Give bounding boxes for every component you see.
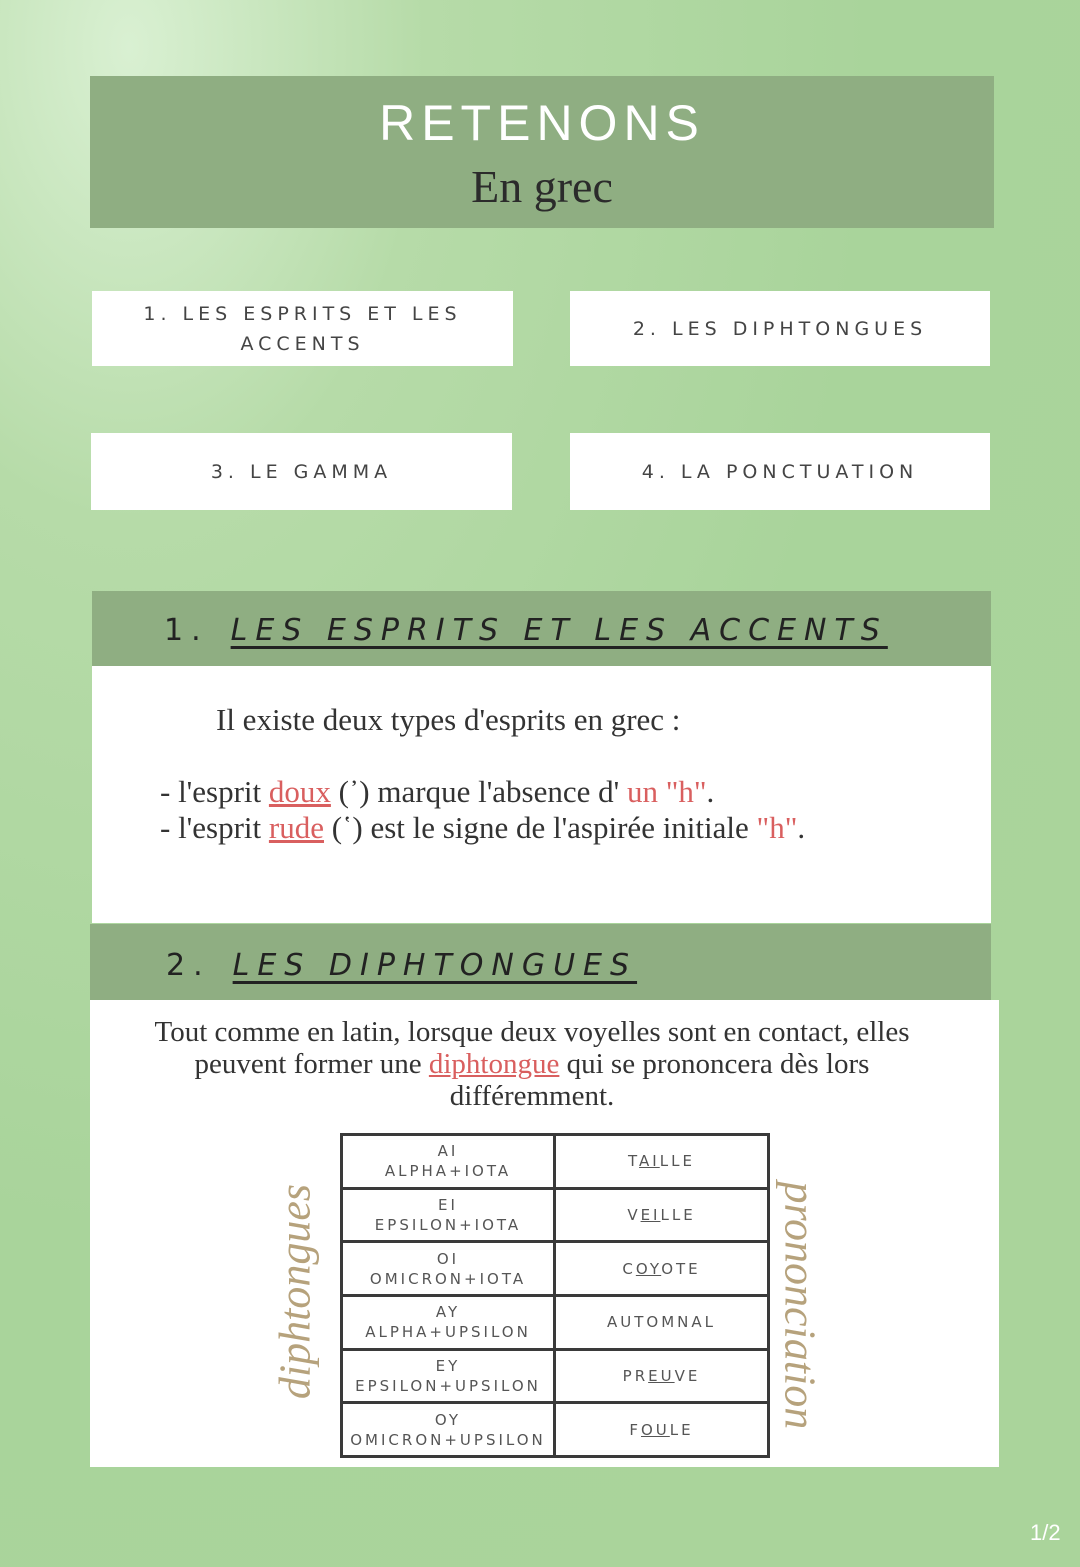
toc-item-4[interactable]: 4. LA PONCTUATION	[570, 433, 990, 510]
line2-sign: (῾) est le signe de l'aspirée initiale	[324, 810, 757, 845]
pron-pre: V	[627, 1205, 641, 1224]
diphtongue-letters: AY	[435, 1303, 461, 1322]
line1-red: un "h"	[626, 774, 707, 809]
diphtongue-cell	[342, 1188, 555, 1242]
pron-post: OTE	[661, 1259, 701, 1278]
pron-pre: C	[622, 1259, 636, 1278]
pron-pre: F	[629, 1420, 641, 1439]
line2-pre: - l'esprit	[160, 810, 269, 845]
pron-post: AUTOMNAL	[607, 1313, 716, 1332]
table-row	[342, 1135, 769, 1189]
pronunciation-cell	[555, 1188, 769, 1242]
pronunciation-cell	[555, 1349, 769, 1403]
pron-post: VE	[674, 1366, 701, 1385]
diphtongue-letters: AI	[437, 1142, 459, 1161]
page-title: RETENONS	[379, 95, 705, 151]
section1-panel	[92, 666, 991, 923]
section1-line1	[160, 774, 714, 810]
section1-number: 1.	[164, 613, 209, 648]
pronunciation-cell	[555, 1135, 769, 1189]
pronunciation-cell	[555, 1242, 769, 1296]
pronunciation-cell	[555, 1295, 769, 1349]
section2-text-pre: Tout comme en latin, lorsque deux voyelles sont en contact, elles peuvent former une	[154, 1016, 910, 1080]
table-row	[342, 1188, 769, 1242]
line1-post: .	[706, 774, 715, 809]
diphtongue-keyword: diphtongue	[428, 1048, 560, 1080]
section1-line2	[160, 810, 805, 846]
diphtongue-letters: OY	[434, 1410, 462, 1429]
section2-text	[152, 1016, 912, 1112]
pron-post: LLE	[660, 1205, 696, 1224]
section2-header	[90, 924, 991, 1000]
diphtongue-cell	[342, 1295, 555, 1349]
diphtongue-name: EPSILON+IOTA	[374, 1215, 522, 1234]
section1-title: LES ESPRITS ET LES ACCENTS	[230, 613, 888, 648]
pron-pre: PR	[622, 1366, 649, 1385]
diphtongue-cell	[342, 1349, 555, 1403]
diphtongue-name: OMICRON+UPSILON	[350, 1430, 546, 1449]
diphtongue-table	[340, 1133, 770, 1458]
pron-underlined: OU	[641, 1420, 670, 1439]
table-row	[342, 1403, 769, 1457]
pron-post: LE	[669, 1420, 694, 1439]
page-subtitle: En grec	[471, 161, 613, 212]
pron-underlined: EI	[640, 1205, 661, 1224]
pron-underlined: AI	[639, 1152, 660, 1171]
diphtongue-letters: EI	[438, 1195, 458, 1214]
table-row	[342, 1295, 769, 1349]
diphtongue-letters: EY	[435, 1356, 461, 1375]
toc-item-2[interactable]: 2. LES DIPHTONGUES	[570, 291, 990, 366]
line1-pre: - l'esprit	[160, 774, 269, 809]
toc-item-1[interactable]: 1. LES ESPRITS ET LES ACCENTS	[92, 291, 513, 366]
line2-red: "h"	[756, 810, 798, 845]
line2-keyword-rude: rude	[268, 810, 324, 845]
toc-item-3[interactable]: 3. LE GAMMA	[91, 433, 512, 510]
diphtongue-name: EPSILON+UPSILON	[355, 1376, 541, 1395]
section1-header	[92, 591, 991, 666]
prononciation-vertical-label: prononciation	[775, 1181, 825, 1430]
table-row	[342, 1242, 769, 1296]
section1-intro: Il existe deux types d'esprits en grec :	[216, 702, 681, 737]
diphtongue-cell	[342, 1242, 555, 1296]
pron-underlined: OY	[635, 1259, 662, 1278]
diphtongue-name: ALPHA+UPSILON	[365, 1323, 531, 1342]
pron-underlined: EU	[648, 1366, 675, 1385]
header-banner	[90, 76, 994, 228]
section2-number: 2.	[166, 948, 211, 983]
pron-pre: T	[628, 1152, 640, 1171]
line1-sign: (᾽) marque l'absence d'	[330, 774, 627, 809]
section2-title: LES DIPHTONGUES	[232, 948, 638, 983]
diphtongue-letters: OI	[436, 1249, 460, 1268]
page-number: 1/2	[1030, 1520, 1061, 1545]
pronunciation-cell	[555, 1403, 769, 1457]
line1-keyword-doux: doux	[268, 774, 331, 809]
diphtongue-name: ALPHA+IOTA	[384, 1162, 512, 1181]
diphtongue-cell	[342, 1135, 555, 1189]
pron-post: LLE	[659, 1152, 695, 1171]
table-row	[342, 1349, 769, 1403]
diphtongue-name: OMICRON+IOTA	[369, 1269, 527, 1288]
section2-text-post: qui se prononcera dès lors différemment.	[449, 1048, 870, 1112]
diphtongue-cell	[342, 1403, 555, 1457]
diphtongues-vertical-label: diphtongues	[270, 1183, 320, 1400]
line2-post: .	[797, 810, 806, 845]
